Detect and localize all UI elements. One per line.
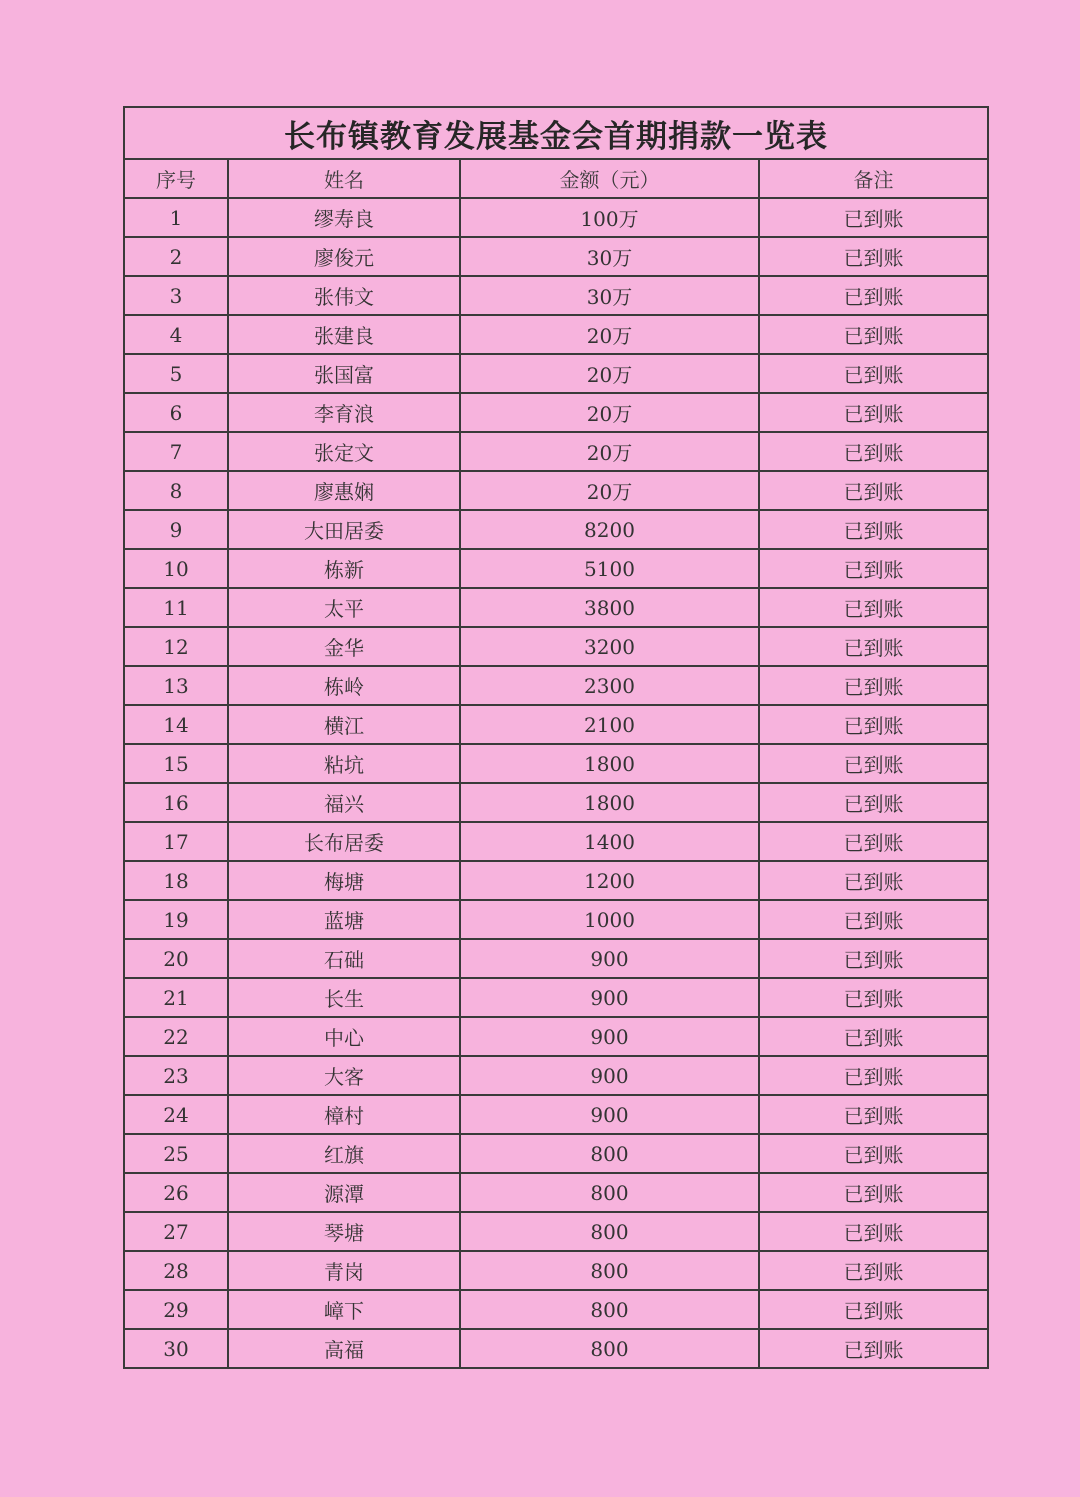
table-row [124,471,988,510]
status-note: 已到账 [759,1095,988,1134]
status-note: 已到账 [759,900,988,939]
donor-name: 金华 [228,627,460,666]
donor-name: 长生 [228,978,460,1017]
table-row [124,1017,988,1056]
donation-amount: 800 [460,1212,759,1251]
status-note: 已到账 [759,1290,988,1329]
donation-amount: 900 [460,978,759,1017]
row-number: 30 [124,1329,228,1368]
donor-name: 大田居委 [228,510,460,549]
row-number: 25 [124,1134,228,1173]
donation-amount: 800 [460,1290,759,1329]
donation-amount: 20万 [460,315,759,354]
donation-amount: 30万 [460,237,759,276]
donation-amount: 900 [460,939,759,978]
table-body [124,198,988,1368]
donation-amount: 100万 [460,198,759,237]
donation-amount: 20万 [460,354,759,393]
status-note: 已到账 [759,627,988,666]
row-number: 9 [124,510,228,549]
donor-name: 张国富 [228,354,460,393]
table-row [124,1173,988,1212]
donor-name: 石础 [228,939,460,978]
row-number: 4 [124,315,228,354]
donor-name: 嶂下 [228,1290,460,1329]
row-number: 28 [124,1251,228,1290]
table-row [124,549,988,588]
table-row [124,1290,988,1329]
title-row [124,107,988,159]
donor-name: 蓝塘 [228,900,460,939]
row-number: 21 [124,978,228,1017]
donor-name: 大客 [228,1056,460,1095]
status-note: 已到账 [759,237,988,276]
donor-name: 太平 [228,588,460,627]
donor-name: 廖惠娴 [228,471,460,510]
donor-name: 梅塘 [228,861,460,900]
table-row [124,666,988,705]
donation-amount: 1200 [460,861,759,900]
status-note: 已到账 [759,939,988,978]
donation-amount: 800 [460,1173,759,1212]
status-note: 已到账 [759,1017,988,1056]
status-note: 已到账 [759,315,988,354]
donor-name: 长布居委 [228,822,460,861]
donation-amount: 1000 [460,900,759,939]
donor-name: 中心 [228,1017,460,1056]
table-row [124,822,988,861]
status-note: 已到账 [759,666,988,705]
row-number: 1 [124,198,228,237]
table-row [124,588,988,627]
header-amount: 金额（元） [460,159,759,198]
status-note: 已到账 [759,198,988,237]
row-number: 15 [124,744,228,783]
donation-table [123,106,989,1369]
donation-amount: 900 [460,1095,759,1134]
status-note: 已到账 [759,1134,988,1173]
header-name: 姓名 [228,159,460,198]
status-note: 已到账 [759,276,988,315]
status-note: 已到账 [759,393,988,432]
table-row [124,744,988,783]
row-number: 6 [124,393,228,432]
donation-amount: 3800 [460,588,759,627]
donation-amount: 5100 [460,549,759,588]
table-row [124,432,988,471]
row-number: 7 [124,432,228,471]
donor-name: 张伟文 [228,276,460,315]
table-row [124,1056,988,1095]
donation-amount: 800 [460,1251,759,1290]
row-number: 14 [124,705,228,744]
donor-name: 高福 [228,1329,460,1368]
header-no: 序号 [124,159,228,198]
header-row [124,159,988,198]
row-number: 22 [124,1017,228,1056]
row-number: 27 [124,1212,228,1251]
donor-name: 横江 [228,705,460,744]
table-row [124,978,988,1017]
table-row [124,1095,988,1134]
donor-name: 粘坑 [228,744,460,783]
row-number: 26 [124,1173,228,1212]
donor-name: 青岗 [228,1251,460,1290]
row-number: 18 [124,861,228,900]
donor-name: 红旗 [228,1134,460,1173]
table-row [124,1134,988,1173]
row-number: 20 [124,939,228,978]
status-note: 已到账 [759,705,988,744]
row-number: 24 [124,1095,228,1134]
table-row [124,900,988,939]
row-number: 13 [124,666,228,705]
donation-amount: 20万 [460,393,759,432]
donation-amount: 800 [460,1134,759,1173]
status-note: 已到账 [759,588,988,627]
table-row [124,939,988,978]
donation-amount: 800 [460,1329,759,1368]
status-note: 已到账 [759,783,988,822]
status-note: 已到账 [759,1212,988,1251]
donor-name: 张定文 [228,432,460,471]
table-row [124,315,988,354]
donation-amount: 1800 [460,783,759,822]
donation-amount: 2100 [460,705,759,744]
row-number: 2 [124,237,228,276]
donor-name: 樟村 [228,1095,460,1134]
header-note: 备注 [759,159,988,198]
donor-name: 李育浪 [228,393,460,432]
donation-amount: 1400 [460,822,759,861]
status-note: 已到账 [759,1056,988,1095]
donation-amount: 20万 [460,471,759,510]
row-number: 8 [124,471,228,510]
row-number: 5 [124,354,228,393]
donor-name: 缪寿良 [228,198,460,237]
table-row [124,237,988,276]
row-number: 12 [124,627,228,666]
row-number: 19 [124,900,228,939]
donor-name: 栋岭 [228,666,460,705]
donor-name: 源潭 [228,1173,460,1212]
donation-amount: 900 [460,1017,759,1056]
table-row [124,1212,988,1251]
status-note: 已到账 [759,744,988,783]
table-row [124,393,988,432]
status-note: 已到账 [759,822,988,861]
row-number: 11 [124,588,228,627]
status-note: 已到账 [759,861,988,900]
row-number: 17 [124,822,228,861]
donation-amount: 30万 [460,276,759,315]
row-number: 23 [124,1056,228,1095]
row-number: 16 [124,783,228,822]
donation-amount: 20万 [460,432,759,471]
table-row [124,705,988,744]
table-row [124,276,988,315]
status-note: 已到账 [759,1329,988,1368]
donor-name: 栋新 [228,549,460,588]
donation-amount: 2300 [460,666,759,705]
table-row [124,861,988,900]
donation-amount: 8200 [460,510,759,549]
status-note: 已到账 [759,471,988,510]
table-row [124,198,988,237]
status-note: 已到账 [759,978,988,1017]
table-row [124,354,988,393]
table-row [124,1329,988,1368]
table-row [124,1251,988,1290]
status-note: 已到账 [759,354,988,393]
status-note: 已到账 [759,432,988,471]
donor-name: 廖俊元 [228,237,460,276]
donor-name: 福兴 [228,783,460,822]
table-row [124,627,988,666]
row-number: 29 [124,1290,228,1329]
status-note: 已到账 [759,1251,988,1290]
status-note: 已到账 [759,510,988,549]
donor-name: 张建良 [228,315,460,354]
donation-amount: 900 [460,1056,759,1095]
donor-name: 琴塘 [228,1212,460,1251]
table-title: 长布镇教育发展基金会首期捐款一览表 [124,107,988,159]
table-row [124,783,988,822]
row-number: 10 [124,549,228,588]
table-row [124,510,988,549]
status-note: 已到账 [759,1173,988,1212]
row-number: 3 [124,276,228,315]
donation-amount: 3200 [460,627,759,666]
status-note: 已到账 [759,549,988,588]
donation-amount: 1800 [460,744,759,783]
